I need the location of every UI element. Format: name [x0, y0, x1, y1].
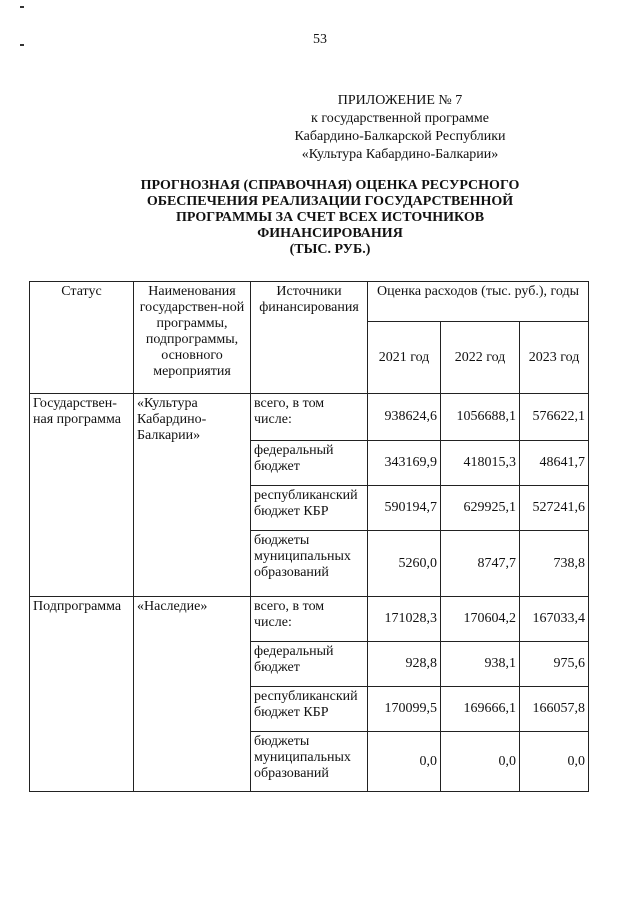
cell-status: Подпрограмма: [30, 597, 134, 792]
cell-value: 170604,2: [441, 597, 520, 642]
cell-value: 5260,0: [368, 531, 441, 597]
cell-value: 975,6: [520, 642, 589, 687]
cell-value: 738,8: [520, 531, 589, 597]
cell-value: 590194,7: [368, 486, 441, 531]
header-sources: Источники финансирования: [251, 282, 368, 394]
header-estimate: Оценка расходов (тыс. руб.), годы: [368, 282, 589, 322]
cell-value: 8747,7: [441, 531, 520, 597]
title-line: ФИНАНСИРОВАНИЯ: [257, 226, 403, 241]
cell-source: федеральный бюджет: [251, 441, 368, 486]
cell-name: «Наследие»: [134, 597, 251, 792]
document-title: [100, 178, 560, 258]
cell-value: 1056688,1: [441, 394, 520, 441]
scan-mark: [20, 6, 24, 8]
appendix-line: «Культура Кабардино-Балкарии»: [301, 147, 499, 162]
resource-table: [29, 281, 589, 792]
title-line: (ТЫС. РУБ.): [289, 242, 371, 257]
title-line: ОБЕСПЕЧЕНИЯ РЕАЛИЗАЦИИ ГОСУДАРСТВЕННОЙ: [146, 194, 514, 209]
appendix-line: ПРИЛОЖЕНИЕ № 7: [337, 93, 463, 108]
header-name: Наименования государствен-ной программы, подпрограммы, основного мероприятия: [134, 282, 251, 394]
cell-source: бюджеты муниципальных образований: [251, 732, 368, 792]
cell-source: бюджеты муниципальных образований: [251, 531, 368, 597]
table-row: [30, 597, 589, 642]
title-line: ПРОГРАММЫ ЗА СЧЕТ ВСЕХ ИСТОЧНИКОВ: [175, 210, 485, 225]
cell-value: 48641,7: [520, 441, 589, 486]
cell-value: 418015,3: [441, 441, 520, 486]
header-year: 2021 год: [368, 322, 441, 394]
cell-value: 938624,6: [368, 394, 441, 441]
appendix-block: [240, 92, 560, 164]
cell-name: «Культура Кабардино-Балкарии»: [134, 394, 251, 597]
cell-value: 938,1: [441, 642, 520, 687]
cell-value: 171028,3: [368, 597, 441, 642]
cell-source: всего, в том числе:: [251, 597, 368, 642]
cell-value: 576622,1: [520, 394, 589, 441]
cell-value: 0,0: [520, 732, 589, 792]
appendix-line: к государственной программе: [311, 111, 489, 126]
cell-source: федеральный бюджет: [251, 642, 368, 687]
appendix-line: Кабардино-Балкарской Республики: [294, 129, 506, 144]
cell-value: 527241,6: [520, 486, 589, 531]
header-year: 2023 год: [520, 322, 589, 394]
cell-value: 170099,5: [368, 687, 441, 732]
title-line: ПРОГНОЗНАЯ (СПРАВОЧНАЯ) ОЦЕНКА РЕСУРСНОГО: [140, 178, 520, 193]
cell-value: 166057,8: [520, 687, 589, 732]
cell-value: 629925,1: [441, 486, 520, 531]
page-number: 53: [313, 32, 327, 47]
cell-source: всего, в том числе:: [251, 394, 368, 441]
table-row: [30, 394, 589, 441]
cell-source: республиканский бюджет КБР: [251, 486, 368, 531]
cell-value: 167033,4: [520, 597, 589, 642]
cell-value: 928,8: [368, 642, 441, 687]
cell-source: республиканский бюджет КБР: [251, 687, 368, 732]
cell-value: 343169,9: [368, 441, 441, 486]
cell-value: 0,0: [441, 732, 520, 792]
header-year: 2022 год: [441, 322, 520, 394]
cell-status: Государствен-ная программа: [30, 394, 134, 597]
cell-value: 169666,1: [441, 687, 520, 732]
header-status: Статус: [30, 282, 134, 394]
cell-value: 0,0: [368, 732, 441, 792]
